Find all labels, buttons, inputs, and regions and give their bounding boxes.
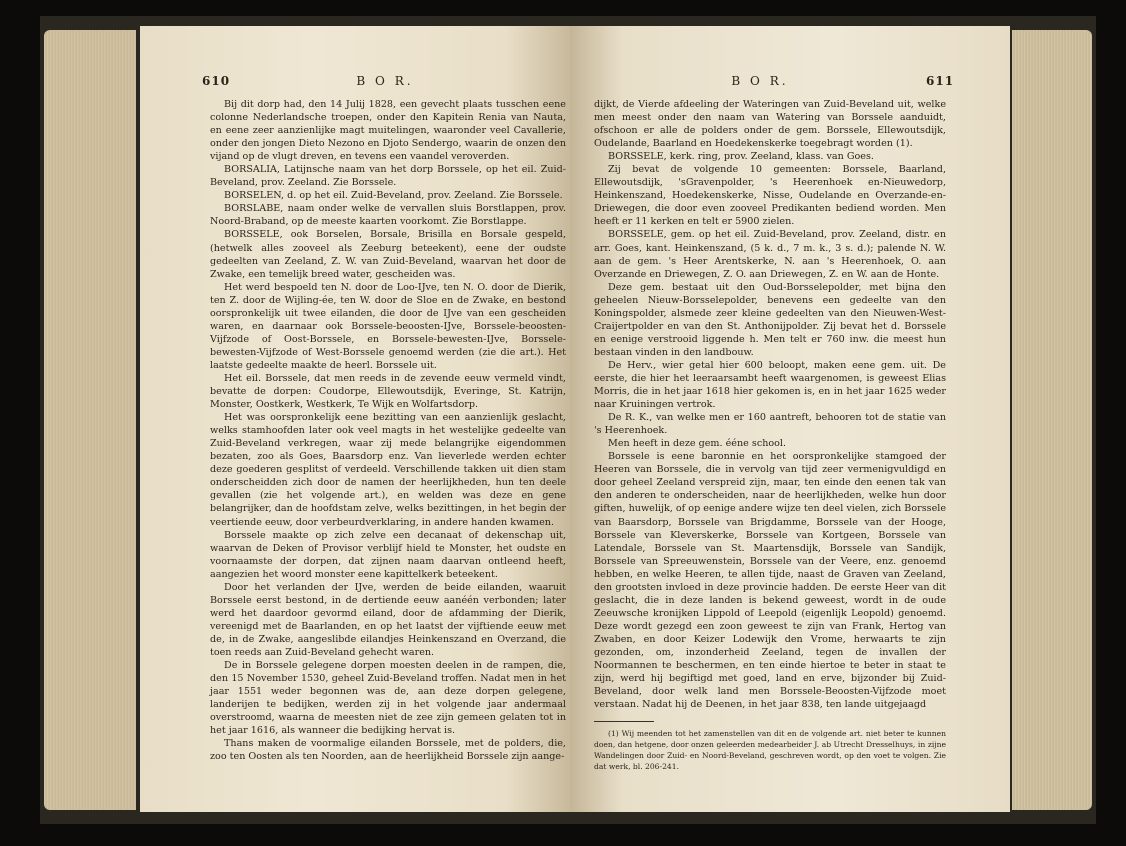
paragraph: De Herv., wier getal hier 600 beloopt, maken eene gem. uit. De eerste, die hier het leeraarsambt heeft waargenomen, is geweest Elias Morris, die in het jaar 1618 hier gekomen is, en in het jaar 1625 weder naar Kruiningen vertrok. (594, 359, 946, 411)
paragraph: Zij bevat de volgende 10 gemeenten: Borssele, Baarland, Ellewoutsdijk, 'sGravenpolder, 's Heerenhoek en-Nieuwedorp, Heinkenszand, Hoedekenskerke, Nisse, Oudelande en Overzande-en-Driewegen, die door even zooveel Predikanten bediend worden. Men heeft er 11 kerken en telt er 5900 zielen. (594, 164, 946, 228)
paragraph: BORSSELE, ook Borselen, Borsale, Brisilla en Borsale gespeld, (hetwelk alles zooveel als Zeeburg beteekent), eene der oudste gedeelten van Zeeland, Z. W. van Zuid-Beveland, waarvan het door de Zwake, een temelijk breed water, gescheiden was. (210, 229, 566, 280)
paragraph: De in Borssele gelegene dorpen moesten deelen in de rampen, die, den 15 November 1530, geheel Zuid-Beveland troffen. Nadat men in het jaar 1551 weder begonnen was de, aan deze dorpen gelegene, landerijen te bedijken, werden zij in het volgende jaar andermaal overstroomd, waarna de meesten niet de zee zijn gemeen gelaten tot in het jaar 1616, als wanneer die bedijking hervat is. (210, 660, 566, 737)
paragraph: Bij dit dorp had, den 14 Julij 1828, een gevecht plaats tusschen eene colonne Nederlandsche troepen, onder den Kapitein Renia van Nauta, en eene zeer aanzienlijke magt muitelingen, waaronder veel Cavallerie, onder den jongen Dieto Nezono en Djoto Sendergo, waarin de onzen den vijand op de vlugt dreven, en tevens een vaandel veroverden. (210, 99, 566, 163)
paragraph: Thans maken de voormalige eilanden Borssele, met de polders, die, zoo ten Oosten als ten Noorden, aan de heerlijkheid Borssele zijn aange- (210, 738, 566, 763)
paragraph: Door het verlanden der IJve, werden de beide eilanden, waaruit Borssele eerst bestond, in de dertiende eeuw aanéén verbonden; later werd het daardoor gevormd eiland, door de afdamming der Dierik, vereenigd met de Baarlanden, en op het laatst der vijftiende eeuw met de, in de Zwake, aangeslibde eilandjes Heinkenszand en Overzand, die toen reeds aan Zuid-Beveland gehecht waren. (210, 581, 566, 658)
paragraph: BORSSELE, kerk. ring, prov. Zeeland, klass. van Goes. (608, 151, 874, 163)
paragraph: De R. K., van welke men er 160 aantreft, behooren tot de statie van 's Heerenhoek. (594, 412, 946, 437)
left-page-text (210, 98, 566, 763)
paragraph: BORSLABE, naam onder welke de vervallen sluis Borstlappen, prov. Noord-Braband, op de meeste kaarten voorkomt. Zie Borstlappe. (210, 203, 566, 228)
right-page-text (594, 98, 946, 772)
paragraph: Het werd bespoeld ten N. door de Loo-IJve, ten N. O. door de Dierik, ten Z. door de Wijling-ée, ten W. door de Sloe en de Zwake, en bestond oorspronkelijk uit twee eilanden, die door de IJve van een gescheiden waren, en daarnaar ook Borssele-beoosten-IJve, Borssele-beoosten-Vijfzode of Oost-Borssele, en Borssele-bewesten-IJve, Borssele-bewesten-Vijfzode of West-Borssele genoemd werden (zie die art.). Het laatste gedeelte maakte de heerl. Borssele uit. (210, 281, 566, 371)
right-page (570, 26, 1010, 812)
paragraph: Borssele maakte op zich zelve een decanaat of dekenschap uit, waarvan de Deken of Provisor verblijf hield te Monster, het oudste en voornaamste der dorpen, dat zijnen naam daarvan ontleend heeft, aangezien het woord monster eene kapittelkerk beteekent. (210, 529, 566, 580)
footnote: (1) Wij meenden tot het zamenstellen van dit en de volgende art. niet beter te kunnen doen, dan hetgene, door onzen geleerden medearbeider J. ab Utrecht Dresselhuys, in zijne Wandelingen door Zuid- en Noord-Beveland, geschreven wordt, op den voet te volgen. Zie dat werk, bl. 206-241. (594, 729, 946, 772)
paragraph: Het was oorspronkelijk eene bezitting van een aanzienlijk geslacht, welks stamhoofden later ook veel magts in het westelijke gedeelte van Zuid-Beveland verkregen, waar zij mede belangrijke eigendommen bezaten, zoo als Goes, Baarsdorp enz. Van lieverlede werden echter deze goederen gesplitst of verdeeld. Verschillende takken uit dien stam onderscheidden zich door de namen der heerlijkheden, hun ten deele gevallen (zie het volgende art.), en welden was deze en gene belangrijker, dan de hoofdstam zelve, welks bezittingen, in het begin der veertiende eeuw, door verbeurdverklaring, in andere handen kwamen. (210, 412, 566, 528)
paragraph: BORSALIA, Latijnsche naam van het dorp Borssele, op het eil. Zuid-Beveland, prov. Zeeland. Zie Borssele. (210, 164, 566, 189)
paragraph: Men heeft in deze gem. ééne school. (608, 438, 787, 450)
left-page-header (140, 74, 570, 94)
paragraph: BORSELEN, d. op het eil. Zuid-Beveland, prov. Zeeland. Zie Borssele. (224, 190, 563, 202)
paragraph: Het eil. Borssele, dat men reeds in de zevende eeuw vermeld vindt, bevatte de dorpen: Coudorpe, Ellewoutsdijk, Everinge, St. Katrijn, Monster, Oostkerk, Westkerk, Te Wijk en Wolfartsdorp. (210, 372, 566, 411)
paragraph: Borssele is eene baronnie en het oorspronkelijke stamgoed der Heeren van Borssele, die in vervolg van tijd zeer vermenigvuldigd en door geheel Zeeland verspreid zijn, maar, ten einde den eenen tak van den anderen te onderscheiden, naar de heerlijkheden, welke hun door giften, huwelijk, of op eenige andere wijze ten deel vielen, zich Borssele van Baarsdorp, Borssele van Brigdamme, Borssele van der Hooge, Borssele van Kleverskerke, Borssele van Kortgeen, Borssele van Latendale, Borssele van St. Maartensdijk, Borssele van Sandijk, Borssele van Spreeuwenstein, Borssele van der Veere, enz. genoemd hebben, en welke Heeren, te allen tijde, naast de Graven van Zeeland, den grootsten invloed in deze provincie hadden. De eerste Heer van dit geslacht, die in deze landen is bekend geweest, wordt in de oude Zeeuwsche kronijken Lippold of Leepold (eigenlijk Leopold) genoemd. Deze wordt gezegd een zoon geweest te zijn van Frank, Hertog van Zwaben, en door Keizer Lodewijk den Vrome, herwaarts te zijn gezonden, om, inzonderheid Zeeland, tegen de invallen der Noormannen te beschermen, en ten einde hiertoe te beter in staat te zijn, werd hij begiftigd met goed, land en erve, bijzonder bij Zuid-Beveland, door welk land men Borssele-Beoosten-Vijfzode moet verstaan. Nadat hij de Deenen, in het jaar 838, ten lande uitgejaagd (594, 451, 946, 711)
running-head: B O R. (731, 74, 789, 88)
right-page-header (570, 74, 1010, 94)
paragraph: Deze gem. bestaat uit den Oud-Borsselepolder, met bijna den geheelen Nieuw-Borsselepolder, benevens een gedeelte van den Koningspolder, alsmede zeer kleine gedeelten van den Nieuwen-West-Craijertpolder en van den St. Anthonijpolder. Zij bevat het d. Borssele en eenige verstrooid liggende h. Men telt er 760 inw. die meest hun bestaan vinden in den landbouw. (594, 281, 946, 358)
running-head: B O R. (356, 74, 414, 88)
paragraph: BORSSELE, gem. op het eil. Zuid-Beveland, prov. Zeeland, distr. en arr. Goes, kant. Heinkenszand, (5 k. d., 7 m. k., 3 s. d.); palende N. W. aan de gem. 's Heer Arentskerke, N. aan 's Heerenhoek, O. aan Overzande en Driewegen, Z. O. aan Driewegen, Z. en W. aan de Honte. (594, 229, 946, 280)
page-number: 611 (926, 74, 955, 88)
paragraph: dijkt, de Vierde afdeeling der Wateringen van Zuid-Beveland uit, welke men meest onder den naam van Watering van Borssele aanduidt, ofschoon er alle de polders onder de gem. Borssele, Ellewoutsdijk, Oudelande, Baarland en Hoedekenskerke toegebragt worden (1). (594, 99, 946, 150)
page-edges-right (1012, 30, 1092, 810)
page-edges-left (44, 30, 136, 810)
footnote-rule (594, 721, 654, 722)
left-page (140, 26, 570, 812)
page-number: 610 (202, 74, 231, 88)
